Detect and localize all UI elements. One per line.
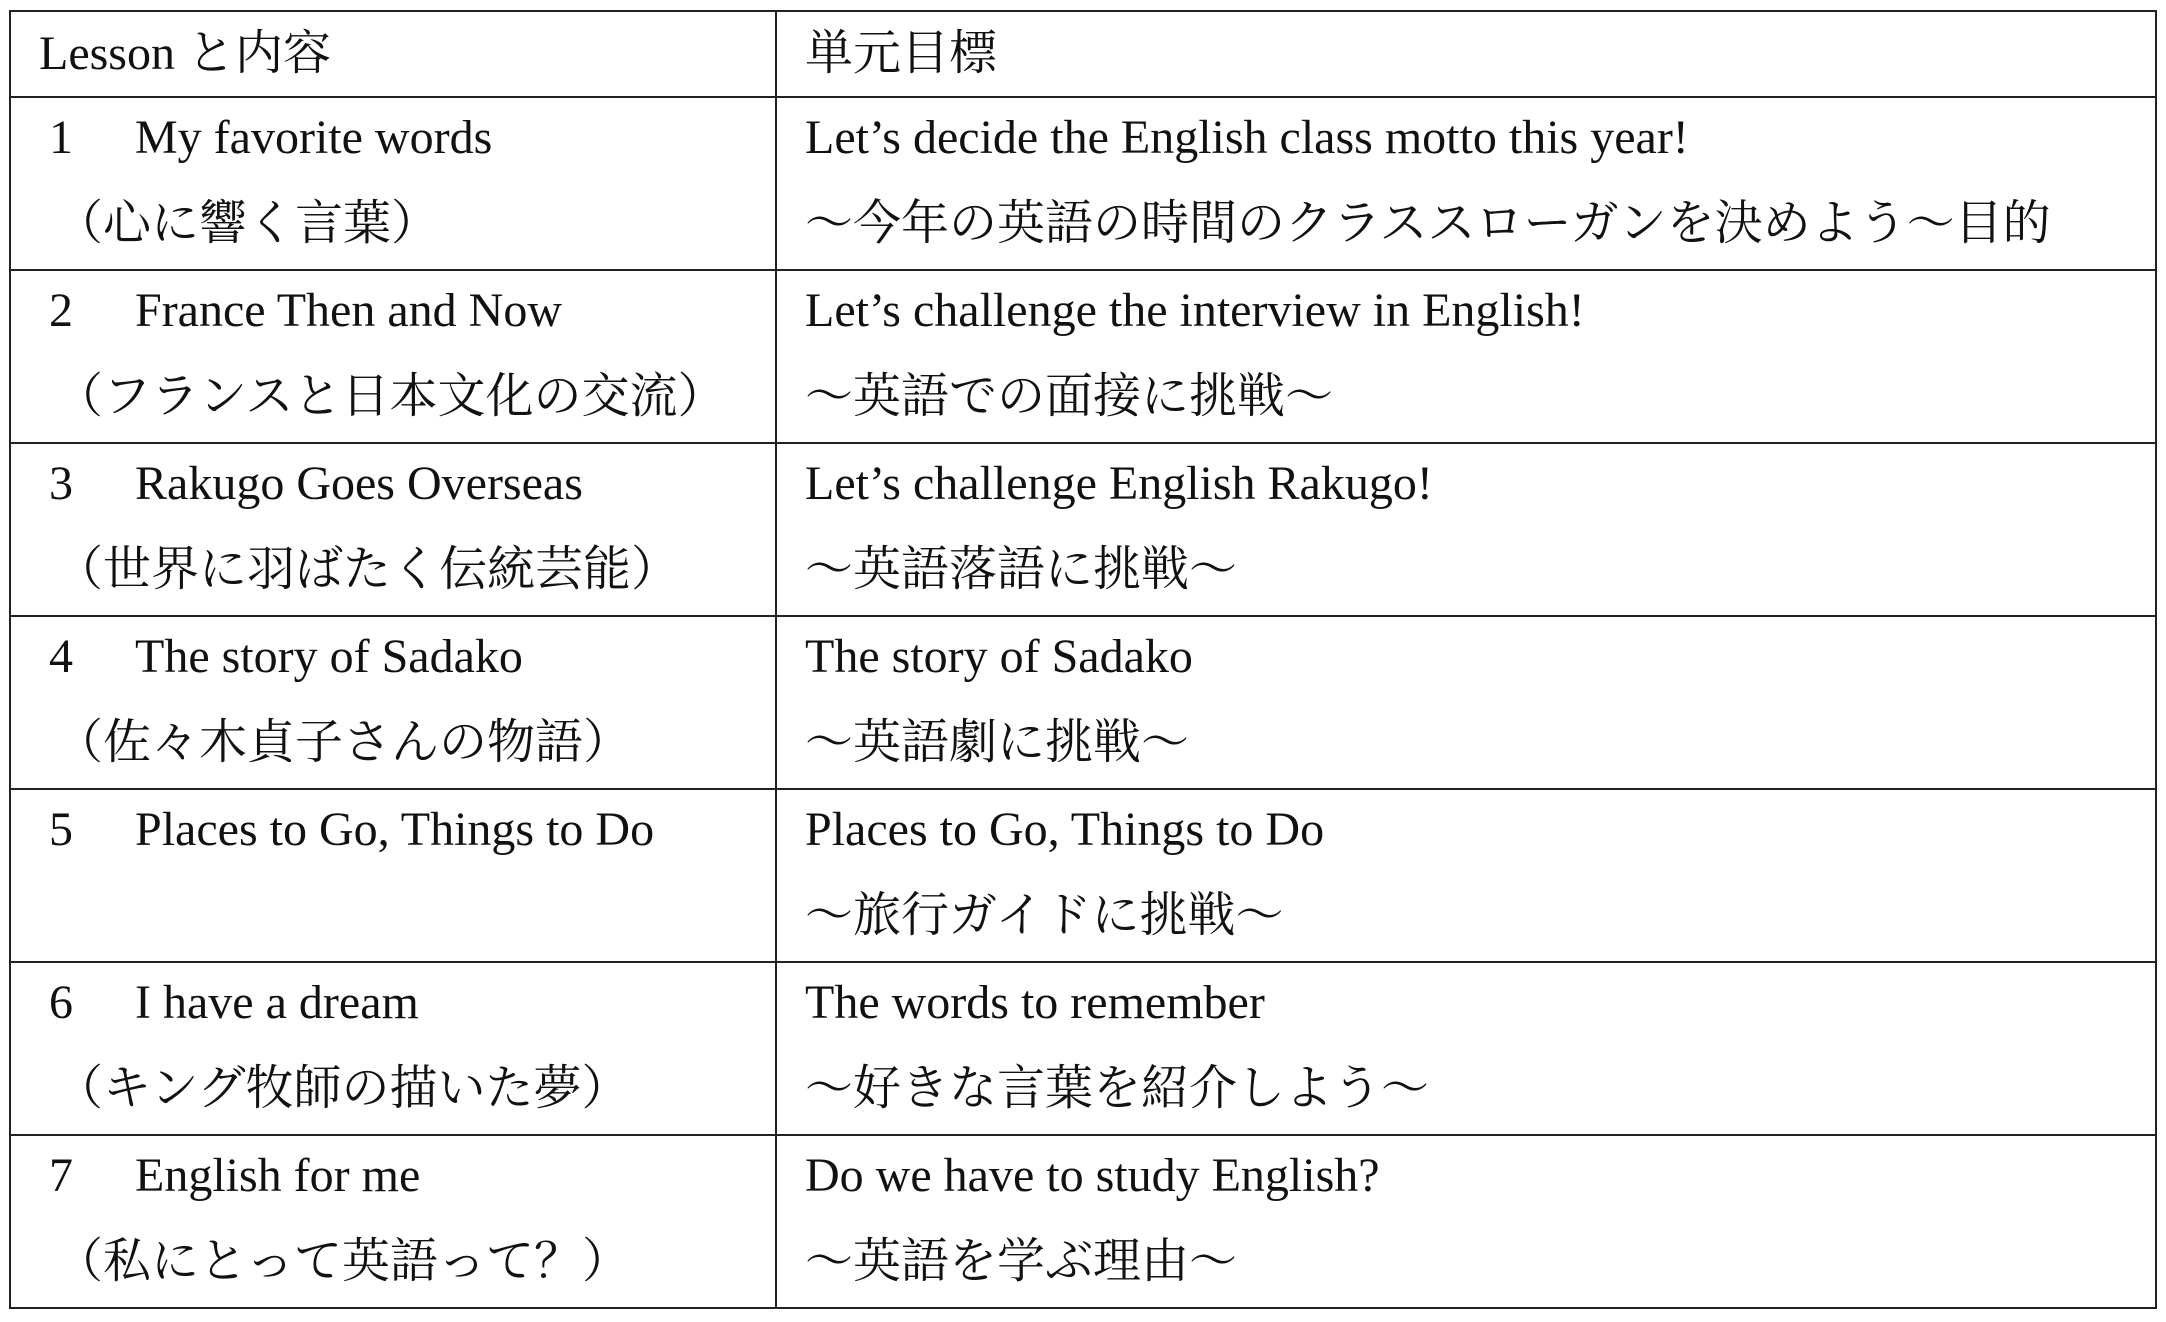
goal-cell [776, 97, 2156, 270]
goal-cell [776, 789, 2156, 962]
goal-english: Let’s decide the English class motto this year! [805, 111, 1689, 164]
table-row [10, 97, 2156, 270]
goal-cell [776, 443, 2156, 616]
goal-cell [776, 270, 2156, 443]
goal-english: Do we have to study English? [805, 1149, 1380, 1202]
goal-japanese: ～好きな言葉を紹介しよう～ [805, 1062, 1430, 1115]
goal-japanese: ～英語落語に挑戦～ [805, 543, 1238, 596]
lesson-title: I have a dream [135, 976, 419, 1029]
table-header-row [10, 11, 2156, 97]
goal-english: The story of Sadako [805, 630, 1193, 683]
lesson-number: 3 [49, 457, 73, 510]
lesson-subtitle: （キング牧師の描いた夢） [55, 1062, 630, 1115]
goal-japanese: ～旅行ガイドに挑戦～ [805, 889, 1284, 942]
lesson-subtitle: （佐々木貞子さんの物語） [55, 716, 632, 769]
header-lesson-label: Lesson と内容 [39, 27, 331, 80]
lesson-cell [10, 443, 776, 616]
header-goal-label: 単元目標 [805, 27, 998, 80]
goal-cell [776, 1135, 2156, 1308]
lesson-number: 5 [49, 803, 73, 856]
lesson-title: English for me [135, 1149, 421, 1202]
goal-cell [776, 616, 2156, 789]
lesson-title: Places to Go, Things to Do [135, 803, 655, 856]
table-row [10, 1135, 2156, 1308]
header-cell-goal [776, 11, 2156, 97]
goal-japanese: ～英語を学ぶ理由～ [805, 1235, 1238, 1288]
goal-japanese: ～英語での面接に挑戦～ [805, 370, 1334, 423]
goal-english: Let’s challenge the interview in English! [805, 284, 1585, 337]
lesson-table [9, 10, 2157, 1309]
goal-english: The words to remember [805, 976, 1265, 1029]
lesson-cell [10, 97, 776, 270]
lesson-cell [10, 616, 776, 789]
lesson-number: 1 [49, 111, 73, 164]
lesson-number: 6 [49, 976, 73, 1029]
lesson-cell [10, 1135, 776, 1308]
lesson-cell [10, 789, 776, 962]
lesson-subtitle: （心に響く言葉） [55, 197, 440, 250]
goal-cell [776, 962, 2156, 1135]
table-row [10, 962, 2156, 1135]
lesson-title: The story of Sadako [135, 630, 523, 683]
lesson-title: France Then and Now [135, 284, 562, 337]
goal-japanese: ～今年の英語の時間のクラススローガンを決めよう～目的 [805, 197, 2051, 250]
table-row [10, 616, 2156, 789]
table-row [10, 443, 2156, 616]
table-row [10, 789, 2156, 962]
lesson-cell [10, 962, 776, 1135]
table-row [10, 270, 2156, 443]
lesson-number: 2 [49, 284, 73, 337]
goal-english: Let’s challenge English Rakugo! [805, 457, 1433, 510]
lesson-cell [10, 270, 776, 443]
goal-japanese: ～英語劇に挑戦～ [805, 716, 1190, 769]
lesson-number: 4 [49, 630, 73, 683]
lesson-subtitle: （私にとって英語って？） [55, 1235, 631, 1288]
goal-english: Places to Go, Things to Do [805, 803, 1325, 856]
lesson-number: 7 [49, 1149, 73, 1202]
lesson-subtitle: （フランスと日本文化の交流） [55, 370, 726, 423]
lesson-title: My favorite words [135, 111, 493, 164]
lesson-subtitle: （世界に羽ばたく伝統芸能） [55, 543, 680, 596]
header-cell-lesson [10, 11, 776, 97]
lesson-title: Rakugo Goes Overseas [135, 457, 583, 510]
